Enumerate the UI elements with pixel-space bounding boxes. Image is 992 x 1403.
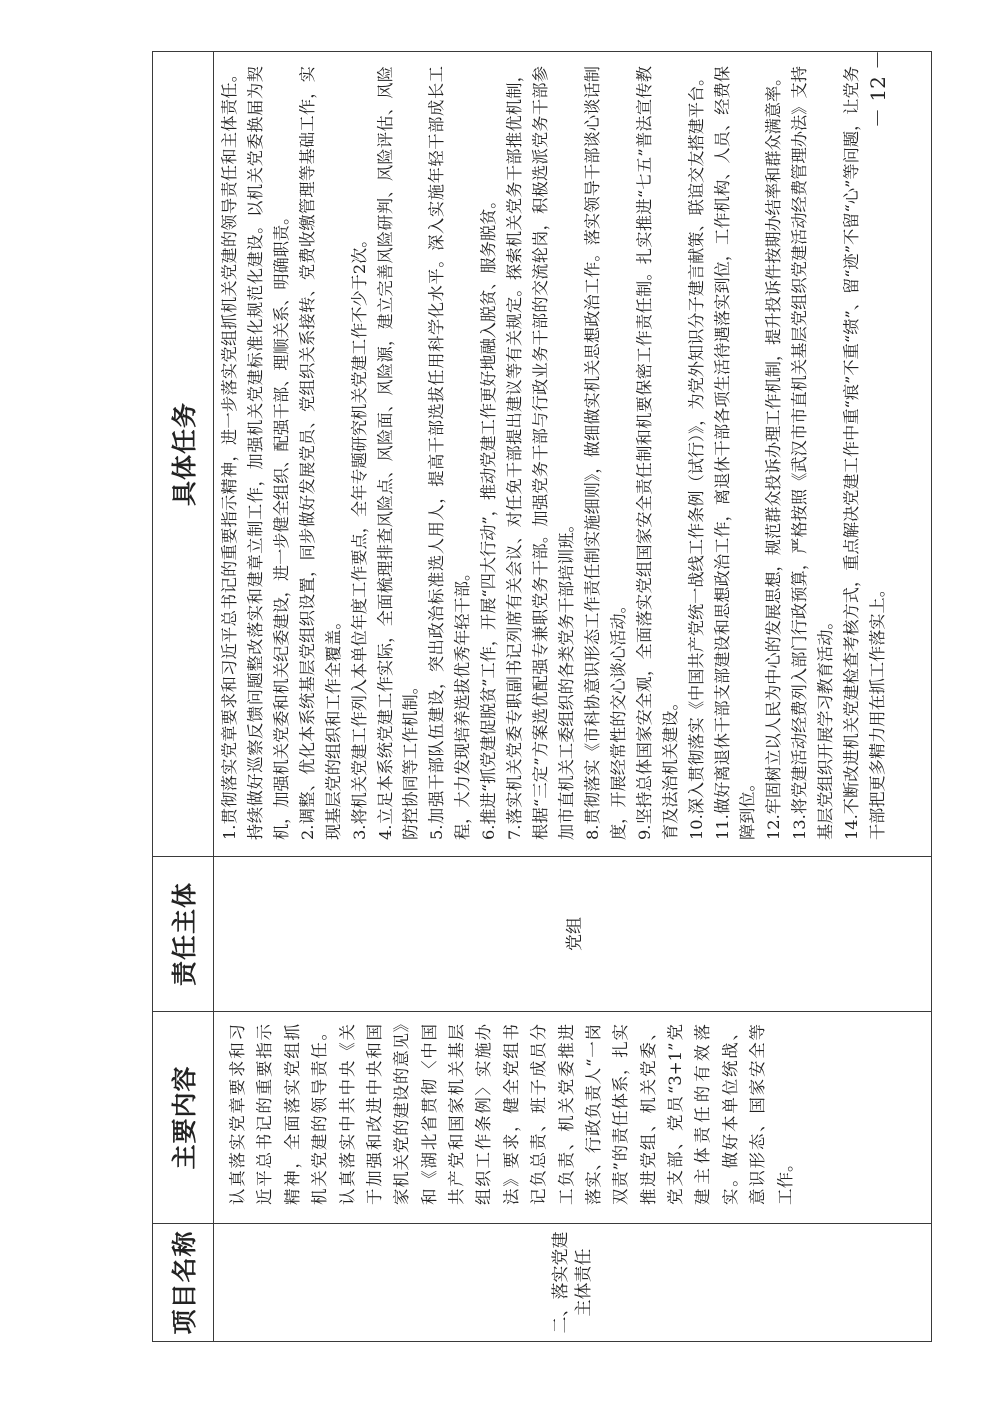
table-row [214, 52, 932, 1342]
project-name-cell: 二、落实党建主体责任 [214, 1224, 932, 1342]
task-item: 14.不断改进机关党建检查考核方式，重点解决党建工作中重“痕”不重“绩”、留“迹”不留“心”等问题，让党务干部把更多精力用在抓工作落实上。 [842, 66, 888, 840]
task-item: 11.做好离退休干部支部建设和思想政治工作，离退休干部各项生活待遇落实到位，工作机构、人员、经费保障到位。 [712, 66, 758, 840]
page-number: － 12 － [866, 49, 890, 128]
header-project-name: 项目名称 [153, 1224, 214, 1342]
task-item: 4.立足本系统党建工作实际，全面梳理排查风险点、风险面、风险源，建立完善风险研判、风险评估、风险防控协同等工作机制。 [375, 66, 421, 840]
main-content-cell: 认真落实党章要求和习近平总书记的重要指示精神，全面落实党组抓机关党建的领导责任。认真落实中共中央《关于加强和改进中央和国家机关党的建设的意见》和《湖北省贯彻〈中国共产党和国家机关基层组织工作条例〉实施办法》要求，健全党组书记负总责、班子成员分工负责、机关党委推进落实、行政负责人“一岗双责”的责任体系，扎实推进党组、机关党委、党支部、党员“3+1”党建主体责任的有效落实。做好本单位统战、意识形态、国家安全等工作。 [214, 1012, 932, 1224]
task-item: 10.深入贯彻落实《中国共产党统一战线工作条例（试行）》，为党外知识分子建言献策、联谊交友搭建平台。 [686, 69, 706, 840]
specific-tasks-cell [214, 49, 932, 857]
task-item: 6.推进“抓党建促脱贫”工作，开展“四大行动”，推动党建工作更好地融入脱贫、服务脱贫。 [479, 192, 499, 840]
header-row [153, 52, 214, 1342]
header-main-content: 主要内容 [153, 1012, 214, 1224]
task-item: 13.将党建活动经费列入部门行政预算，严格按照《武汉市市直机关基层党组织党建活动经费管理办法》支持基层党组织开展学习教育活动。 [790, 66, 836, 840]
rotated-table-sheet [152, 49, 932, 1342]
task-item: 12.牢固树立以人民为中心的发展思想，规范群众投诉办理工作机制，提升投诉件按期办结率和群众满意率。 [764, 69, 784, 840]
header-responsible-body: 责任主体 [153, 857, 214, 1012]
task-item: 3.将机关党建工作列入本单位年度工作要点，全年专题研究机关党建工作不少于2次。 [349, 231, 369, 840]
responsible-body-cell: 党组 [214, 857, 932, 1012]
task-item: 7.落实机关党委专职副书记列席有关会议、对任免干部提出建议等有关规定。探索机关党务干部推优机制，根据“三定”方案选优配强专兼职党务干部。加强党务干部与行政业务干部的交流轮岗，积极选派党务干部参加市直机关工委组织的各类党务干部培训班。 [505, 66, 576, 840]
task-table [152, 51, 932, 1342]
task-item: 5.加强干部队伍建设，突出政治标准选人用人，提高干部选拔任用科学化水平。深入实施年轻干部成长工程，大力发现培养选拔优秀年轻干部。 [427, 66, 473, 840]
task-item: 2.调整、优化本系统基层党组织设置，同步做好发展党员、党组织关系接转、党费收缴管理等基础工作，实现基层党的组织和工作全覆盖。 [297, 66, 343, 840]
task-item: 8.贯彻落实《市科协意识形态工作责任制实施细则》，做细做实机关思想政治工作。落实领导干部谈心谈话制度，开展经常性的交心谈心活动。 [582, 66, 628, 840]
header-specific-tasks: 具体任务 [153, 52, 214, 857]
task-item: 9.坚持总体国家安全观，全面落实党组国家安全责任制和机要保密工作责任制。扎实推进“七五”普法宣传教育及法治机关建设。 [634, 66, 680, 840]
task-item: 1.贯彻落实党章要求和习近平总书记的重要指示精神，进一步落实党组抓机关党建的领导责任和主体责任。持续做好巡察反馈问题整改落实和建章立制工作，加强机关党建标准化规范化建设。以机关党委换届为契机，加强机关党委和机关纪委建设，进一步健全组织、配强干部、理顺关系、明确职责。 [220, 66, 291, 840]
